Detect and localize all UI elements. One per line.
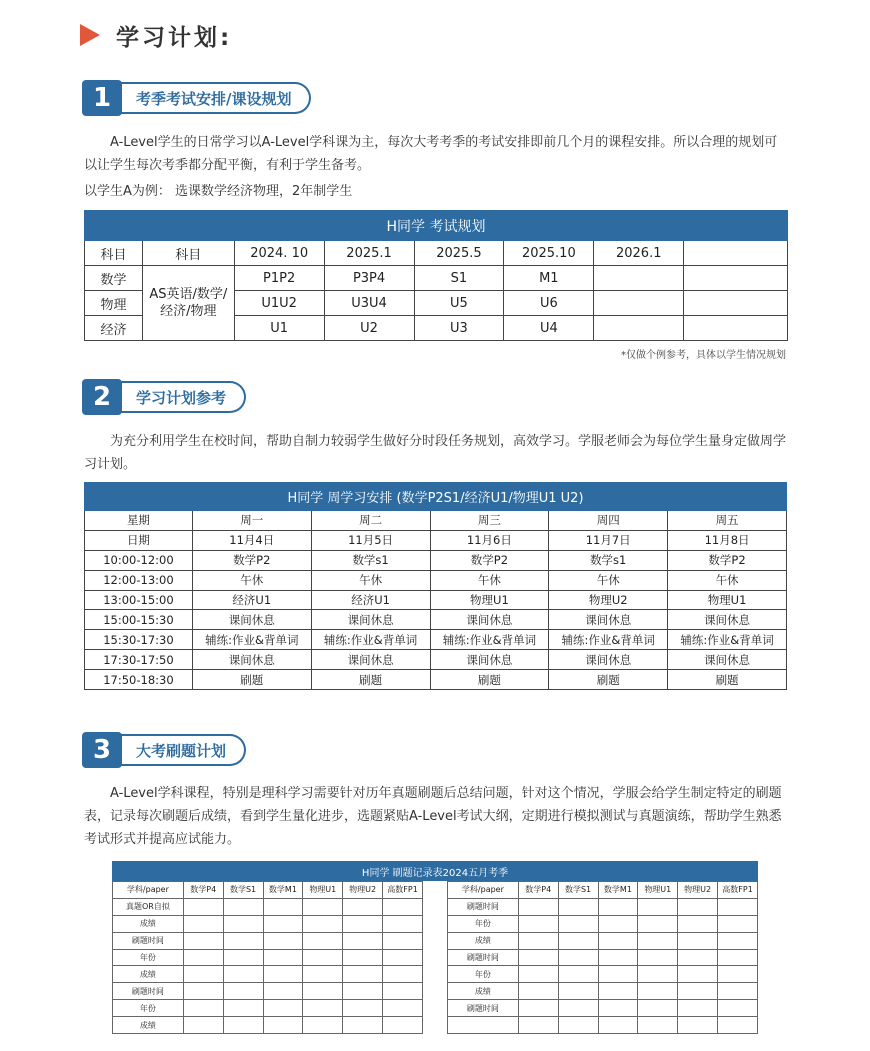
table-row: 成绩	[113, 1017, 423, 1034]
table-row: 刷题时间	[448, 898, 758, 915]
section2-header	[82, 379, 246, 415]
group-label: AS英语/数学/经济/物理	[142, 266, 234, 341]
table-row: 年份	[448, 915, 758, 932]
table-row: 15:00-15:30 课间休息 课间休息 课间休息 课间休息 课间休息	[85, 610, 787, 630]
section2-paragraph: 为充分利用学生在校时间，帮助自制力较弱学生做好分时段任务规划，高效学习。学服老师会为每位学生量身定做周学习计划。	[84, 434, 787, 472]
section3-paragraph: A-Level学科课程，特别是理科学习需要针对历年真题刷题后总结问题，针对这个情况，学服会给学生制定特定的刷题表，记录每次刷题后成绩，看到学生量化进步，选题紧贴A-Level考试大纲，定期进行模拟测试与真题演练，帮助学生熟悉考试形式并提高应试能力。	[84, 786, 782, 847]
table-row: 成绩	[448, 983, 758, 1000]
table-row: 刷题时间	[448, 949, 758, 966]
table-row: 刷题时间	[448, 1000, 758, 1017]
exam-plan-note: *仅做个例参考，具体以学生情况规划	[621, 350, 786, 361]
table-row: 17:50-18:30 刷题 刷题 刷题 刷题 刷题	[85, 670, 787, 690]
practice-header-row: 学科/paper 数学P4 数学S1 数学M1 物理U1 物理U2 高数FP1	[448, 882, 758, 899]
table-row: 数学 AS英语/数学/经济/物理 P1P2 P3P4 S1 M1	[85, 266, 788, 291]
table-row: 年份	[113, 949, 423, 966]
table-row: 物理 U1U2 U3U4 U5 U6	[85, 291, 788, 316]
section1-title: 考季考试安排/课设规划	[118, 82, 311, 114]
table-row: 17:30-17:50 课间休息 课间休息 课间休息 课间休息 课间休息	[85, 650, 787, 670]
exam-plan-title: H同学 考试规划	[85, 211, 788, 241]
table-row: 年份	[113, 1000, 423, 1017]
date-row: 日期 11月4日 11月5日 11月6日 11月7日 11月8日	[85, 530, 787, 550]
table-row: 年份	[448, 966, 758, 983]
section3-number-badge: 3	[82, 732, 122, 768]
table-row: 成绩	[113, 915, 423, 932]
triangle-bullet-icon	[80, 24, 100, 46]
table-row: 15:30-17:30 辅练:作业&背单词 辅练:作业&背单词 辅练:作业&背单词 辅练:作业&背单词 辅练:作业&背单词	[85, 630, 787, 650]
practice-record-title: H同学 刷题记录表2024五月考季	[112, 861, 758, 881]
table-row: 真题OR自拟	[113, 898, 423, 915]
table-row	[448, 1017, 758, 1034]
table-row: 刷题时间	[113, 983, 423, 1000]
exam-plan-table	[84, 210, 788, 341]
table-row: 10:00-12:00 数学P2 数学s1 数学P2 数学s1 数学P2	[85, 550, 787, 570]
section3-title: 大考刷题计划	[118, 734, 246, 766]
weekly-schedule-title: H同学 周学习安排 (数学P2S1/经济U1/物理U1 U2)	[85, 483, 787, 511]
table-row: 成绩	[448, 932, 758, 949]
practice-record-table-left	[112, 881, 423, 1034]
weekly-schedule-table	[84, 482, 787, 690]
table-row: 成绩	[113, 966, 423, 983]
practice-record-table-right	[447, 881, 758, 1034]
table-row: 经济 U1 U2 U3 U4	[85, 316, 788, 341]
section1-header	[82, 80, 311, 116]
exam-plan-header-row: 科目 科目 2024. 10 2025.1 2025.5 2025.10 2026.1	[85, 241, 788, 266]
weekday-header-row: 星期 周一 周二 周三 周四 周五	[85, 511, 787, 531]
table-row: 12:00-13:00 午休 午休 午休 午休 午休	[85, 570, 787, 590]
practice-header-row: 学科/paper 数学P4 数学S1 数学M1 物理U1 物理U2 高数FP1	[113, 882, 423, 899]
table-row: 13:00-15:00 经济U1 经济U1 物理U1 物理U2 物理U1	[85, 590, 787, 610]
section1-number-badge: 1	[82, 80, 122, 116]
section2-number-badge: 2	[82, 379, 122, 415]
section2-title: 学习计划参考	[118, 381, 246, 413]
section1-example: 以学生A为例： 选课数学经济物理，2年制学生	[84, 184, 353, 199]
table-row: 刷题时间	[113, 932, 423, 949]
section3-header	[82, 732, 246, 768]
page-title: 学习计划:	[80, 20, 232, 50]
section1-paragraph: A-Level学生的日常学习以A-Level学科课为主，每次大考考季的考试安排即前几个月的课程安排。所以合理的规划可以让学生每次考季都分配平衡，有利于学生备考。	[84, 135, 778, 173]
